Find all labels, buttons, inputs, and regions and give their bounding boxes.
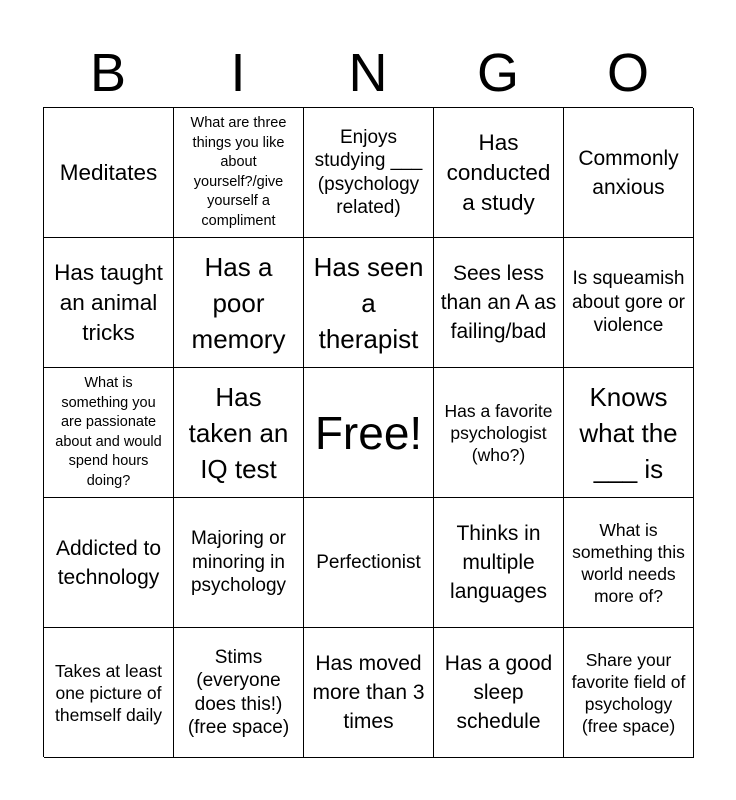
cell-text: Has a poor memory [191, 251, 286, 354]
cell-text: Has taught an animal tricks [54, 259, 163, 345]
bingo-cell[interactable] [44, 238, 174, 368]
bingo-cell[interactable] [434, 108, 564, 238]
header-letter-g: G [476, 43, 519, 103]
cell-text: Has conducted a study [446, 129, 551, 215]
cell-text: Addicted to technology [55, 536, 162, 589]
cell-text: Commonly anxious [578, 146, 679, 199]
cell-text: What is something this world needs more of? [572, 519, 685, 606]
header-letter-o: O [606, 43, 649, 103]
cell-text: What are three things you like about yourself?/give yourself a compliment [190, 115, 287, 229]
cell-text: Is squeamish about gore or violence [571, 268, 686, 337]
cell-text: Takes at least one picture of themself daily [55, 660, 162, 725]
cell-text: Majoring or minoring in psychology [190, 528, 287, 597]
cell-text: Enjoys studying ___ (psychology related) [314, 126, 423, 218]
bingo-cell[interactable] [434, 238, 564, 368]
bingo-cell[interactable] [434, 498, 564, 628]
bingo-header [43, 40, 693, 106]
bingo-cell[interactable] [304, 108, 434, 238]
bingo-cell[interactable] [304, 498, 434, 628]
cell-text: Has seen a therapist [313, 251, 424, 354]
cell-text: Perfectionist [316, 551, 421, 573]
bingo-cell[interactable] [174, 368, 304, 498]
cell-text: Has moved more than 3 times [312, 652, 425, 733]
header-letter-i: I [230, 43, 246, 103]
bingo-cell[interactable] [564, 498, 694, 628]
cell-text: Share your favorite field of psychology (free space) [571, 649, 686, 736]
bingo-cell[interactable] [564, 368, 694, 498]
cell-text: Thinks in multiple languages [450, 522, 547, 603]
cell-text: Has taken an IQ test [188, 381, 289, 484]
cell-text: Has a favorite psychologist (who?) [444, 400, 553, 465]
bingo-cell[interactable] [174, 108, 304, 238]
bingo-free-cell[interactable] [304, 368, 434, 498]
bingo-cell[interactable] [564, 108, 694, 238]
bingo-cell[interactable] [434, 628, 564, 758]
cell-text: Knows what the ___ is [579, 381, 678, 484]
bingo-cell[interactable] [304, 238, 434, 368]
bingo-cell[interactable] [174, 498, 304, 628]
free-text: Free! [314, 406, 423, 459]
header-letter-n: N [348, 43, 388, 103]
bingo-cell[interactable] [44, 498, 174, 628]
cell-text: Has a good sleep schedule [444, 652, 553, 733]
cell-text: What is something you are passionate about and would spend hours doing? [55, 375, 162, 489]
bingo-cell[interactable] [174, 628, 304, 758]
bingo-cell[interactable] [44, 108, 174, 238]
bingo-cell[interactable] [44, 368, 174, 498]
cell-text: Stims (everyone does this!) (free space) [187, 646, 290, 738]
bingo-cell[interactable] [44, 628, 174, 758]
bingo-board [43, 107, 693, 757]
bingo-cell[interactable] [564, 628, 694, 758]
header-letter-b: B [89, 43, 127, 103]
bingo-cell[interactable] [434, 368, 564, 498]
bingo-cell[interactable] [304, 628, 434, 758]
cell-text: Sees less than an A as failing/bad [440, 262, 557, 343]
bingo-cell[interactable] [564, 238, 694, 368]
cell-text: Meditates [59, 159, 158, 185]
bingo-cell[interactable] [174, 238, 304, 368]
